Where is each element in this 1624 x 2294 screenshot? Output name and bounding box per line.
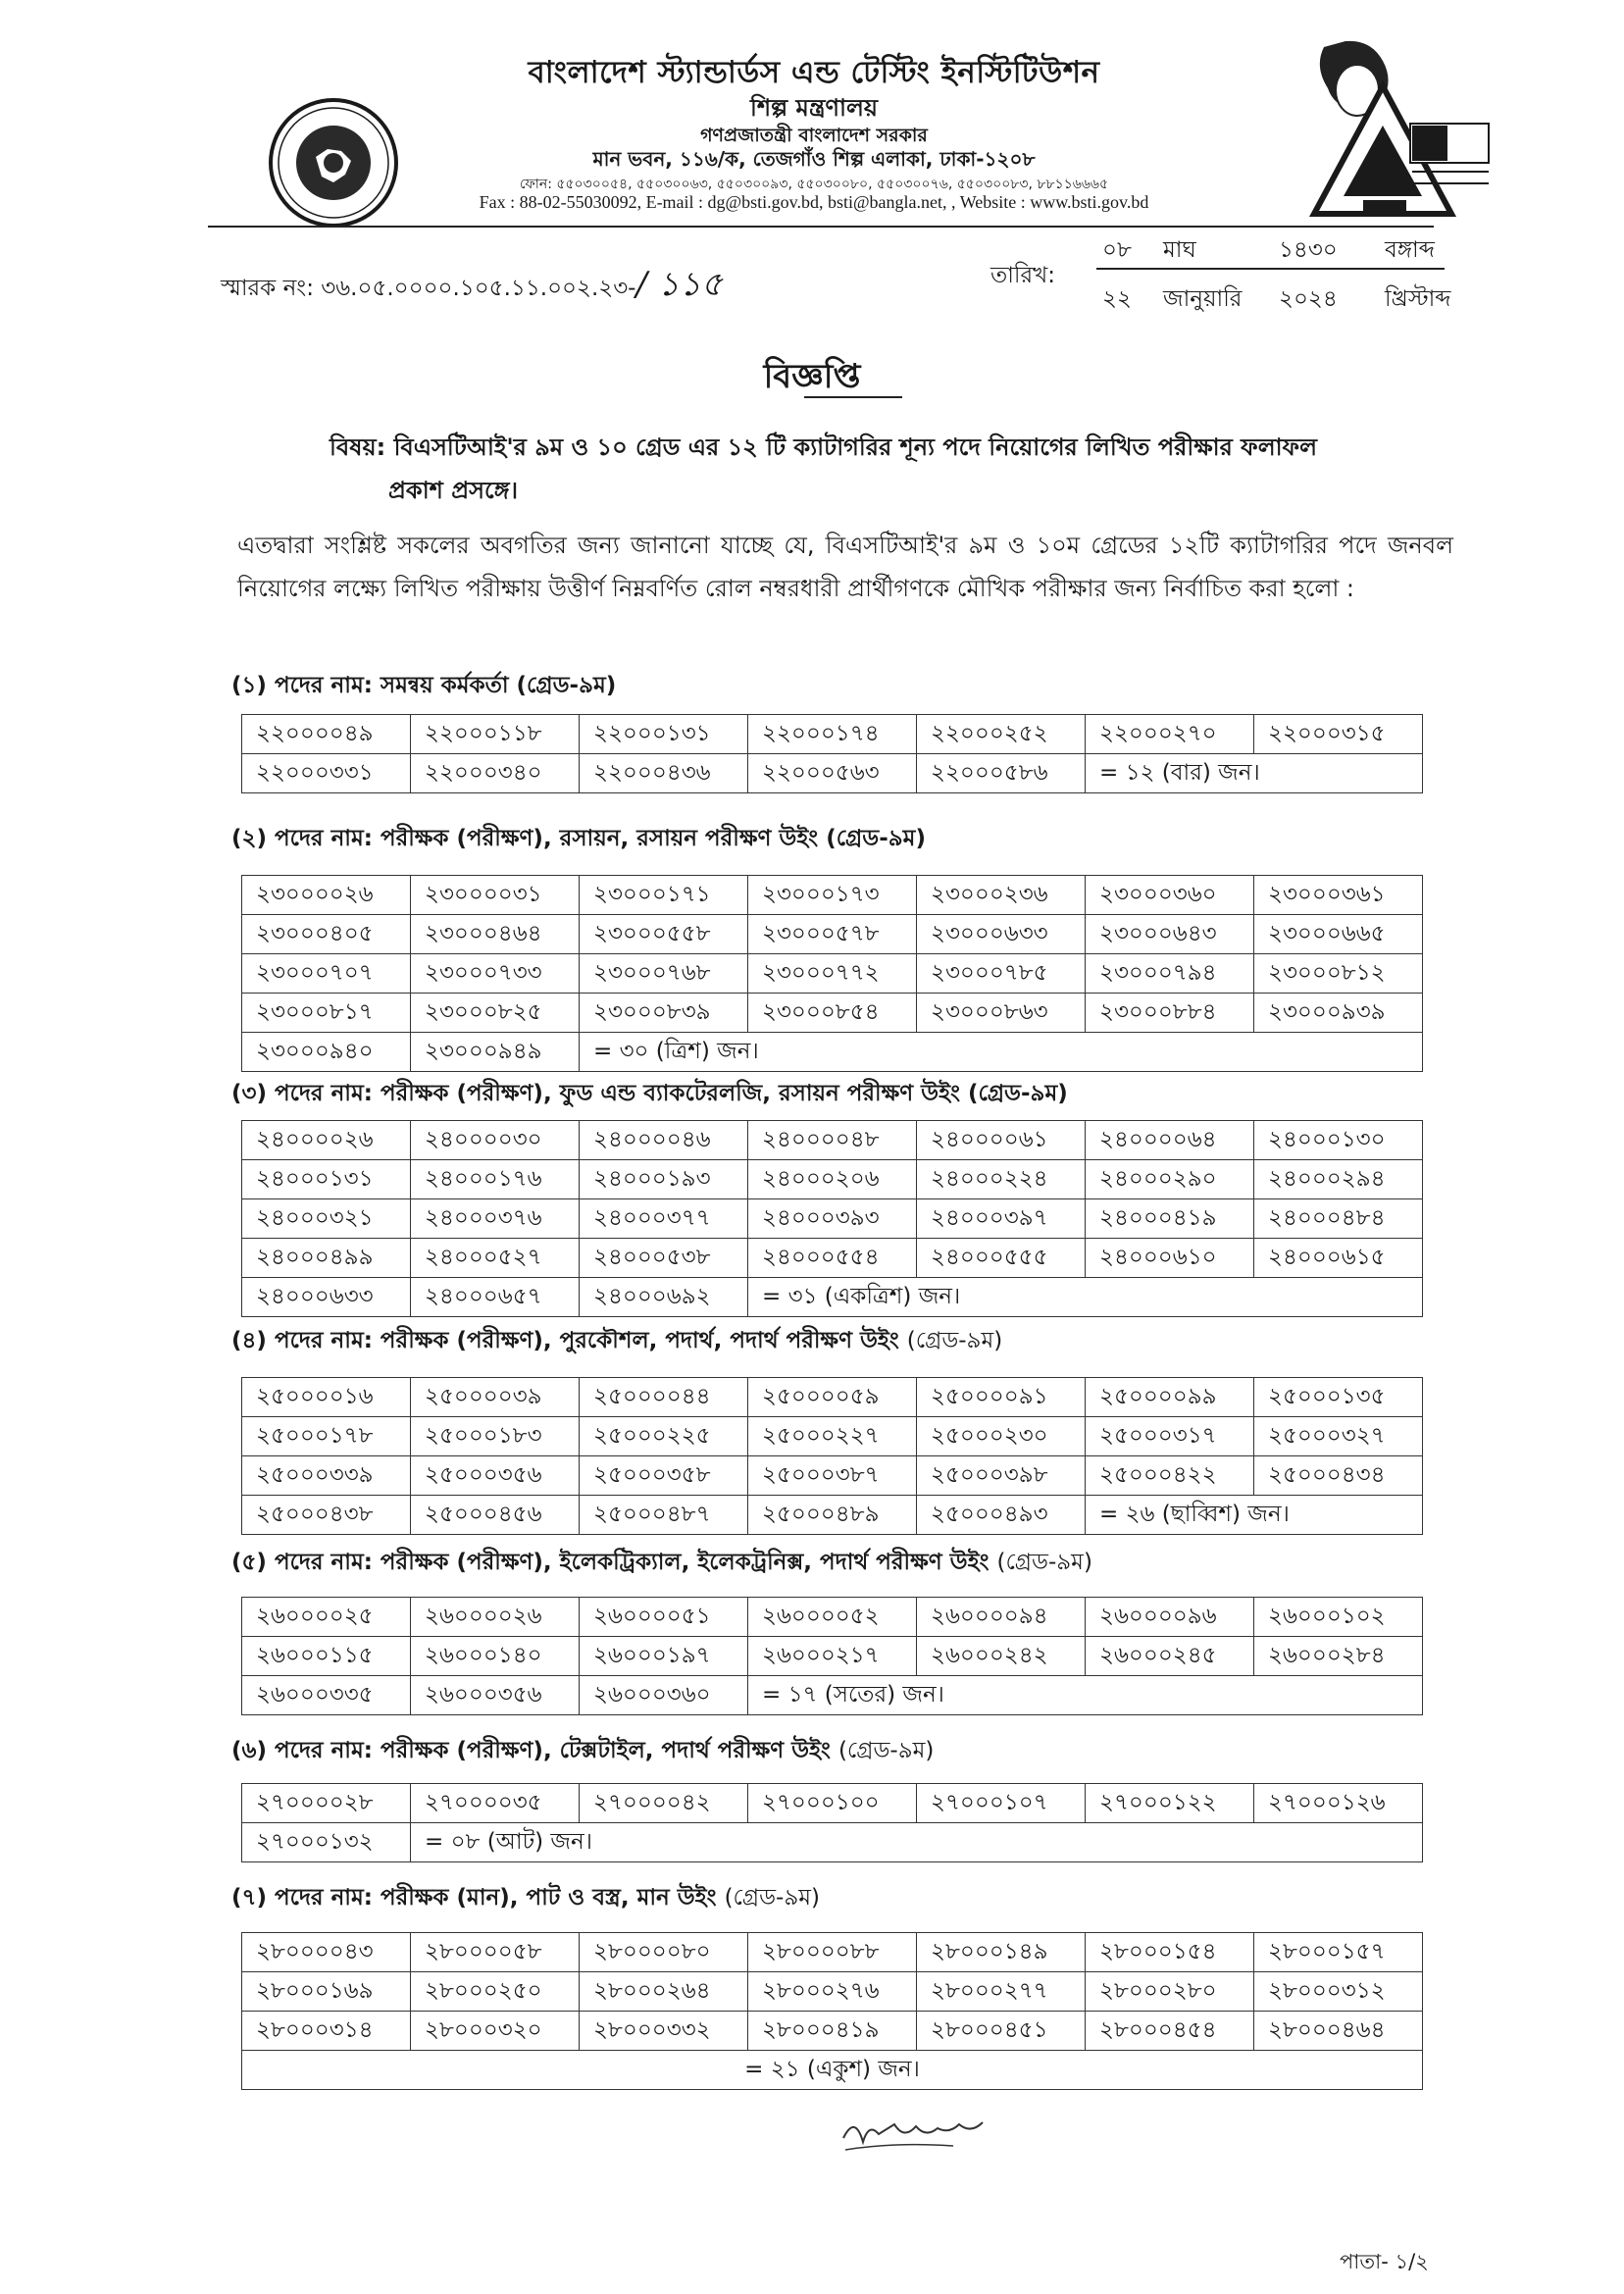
header-divider: [208, 226, 1434, 228]
roll-number-cell: ২৬০০০২৪৫: [1086, 1637, 1254, 1676]
table-row: [242, 954, 1423, 994]
date-bangla-day: ০৮: [1102, 237, 1132, 263]
roll-number-cell: ২৪০০০২০৬: [748, 1160, 917, 1199]
table-row: [242, 1598, 1423, 1637]
table-row: [242, 1637, 1423, 1676]
roll-number-cell: ২৫০০০২২৫: [580, 1417, 748, 1456]
roll-number-cell: ২৫০০০০৫৯: [748, 1378, 917, 1417]
roll-number-cell: ২৭০০০১০৭: [917, 1784, 1086, 1823]
roll-number-cell: ২৫০০০৩৩৯: [242, 1456, 411, 1496]
notice-title: বিজ্ঞপ্তি: [763, 357, 861, 396]
date-bangla: [1102, 231, 1435, 270]
fax-email-website: Fax : 88-02-55030092, E-mail : dg@bsti.gov.bd, bsti@bangla.net, , Website : www.bsti.gov.bd: [479, 192, 1149, 212]
total-count-cell: = ৩১ (একত্রিশ) জন।: [748, 1278, 1423, 1317]
section-heading-2: [231, 820, 926, 858]
table-row: [242, 876, 1423, 915]
roll-number-cell: ২৩০০০৮২৫: [411, 994, 580, 1033]
roll-number-cell: ২২০০০৫৬৩: [748, 754, 917, 793]
section-heading-1-text: (১) পদের নাম: সমন্বয় কর্মকর্তা (গ্রেড-৯ম): [231, 673, 617, 698]
bsti-mujib-logo-icon: [1294, 27, 1491, 224]
roll-number-cell: ২৪০০০৩৭৬: [411, 1199, 580, 1239]
total-count-cell: = ১২ (বার) জন।: [1086, 754, 1423, 793]
roll-number-cell: ২৬০০০০৯৬: [1086, 1598, 1254, 1637]
total-count-cell: = ১৭ (সতের) জন।: [748, 1676, 1423, 1715]
roll-table-5: [241, 1597, 1423, 1715]
roll-number-cell: ২৪০০০১৯৩: [580, 1160, 748, 1199]
roll-number-cell: ২৮০০০১৪৯: [917, 1933, 1086, 1972]
table-row: [242, 2012, 1423, 2051]
table-row: [242, 1033, 1423, 1072]
section-heading-4: [231, 1322, 1002, 1360]
date-bangla-year: ১৪৩০: [1279, 237, 1338, 263]
government-seal-icon: [267, 96, 400, 229]
roll-number-cell: ২৭০০০০৩৫: [411, 1784, 580, 1823]
roll-number-cell: ২৪০০০৫২৭: [411, 1239, 580, 1278]
roll-number-cell: ২৬০০০৩৫৬: [411, 1676, 580, 1715]
roll-number-cell: ২২০০০১৭৪: [748, 715, 917, 754]
memo-number-value: ৩৬.০৫.০০০০.১০৫.১১.০০২.২৩-: [321, 276, 636, 301]
roll-number-cell: ২৫০০০৪৩৪: [1254, 1456, 1423, 1496]
table-row: [242, 1199, 1423, 1239]
notice-title-underline: [804, 396, 902, 398]
roll-number-cell: ২৮০০০০৪৩: [242, 1933, 411, 1972]
roll-number-cell: ২৫০০০০৩৯: [411, 1378, 580, 1417]
roll-number-cell: ২৫০০০৪২২: [1086, 1456, 1254, 1496]
phone-numbers: ফোন: ৫৫০৩০০৫৪, ৫৫০৩০০৬৩, ৫৫০৩০০৯৩, ৫৫০৩০০৮০, ৫৫০৩০০৭৬, ৫৫০৩০০৮৩, ৮৮১১৬৬৬৫: [519, 177, 1109, 192]
memo-label: স্মারক নং:: [221, 276, 314, 301]
roll-number-cell: ২৫০০০৪৫৬: [411, 1496, 580, 1535]
roll-number-cell: ২৪০০০৩৯৭: [917, 1199, 1086, 1239]
date-english: [1102, 280, 1450, 319]
signature-icon: [836, 2105, 992, 2156]
roll-number-cell: ২৩০০০৮৬৩: [917, 994, 1086, 1033]
roll-number-cell: ২৩০০০৩৬০: [1086, 876, 1254, 915]
table-row: [242, 915, 1423, 954]
roll-table-3: [241, 1120, 1423, 1317]
roll-number-cell: ২৮০০০২৭৬: [748, 1972, 917, 2012]
roll-number-cell: ২৬০০০১০২: [1254, 1598, 1423, 1637]
roll-number-cell: ২২০০০২৭০: [1086, 715, 1254, 754]
roll-number-cell: ২৩০০০০৩১: [411, 876, 580, 915]
date-label: তারিখ:: [990, 263, 1056, 288]
roll-number-cell: ২৫০০০০৯১: [917, 1378, 1086, 1417]
roll-number-cell: ২৫০০০৩৯৮: [917, 1456, 1086, 1496]
roll-number-cell: ২৩০০০৯৪০: [242, 1033, 411, 1072]
ministry-name: শিল্প মন্ত্রণালয়: [749, 94, 879, 122]
roll-number-cell: ২৮০০০০৮৮: [748, 1933, 917, 1972]
roll-number-cell: ২৪০০০৬৯২: [580, 1278, 748, 1317]
roll-number-cell: ২৫০০০৪৯৩: [917, 1496, 1086, 1535]
date-bangla-era: বঙ্গাব্দ: [1385, 237, 1435, 263]
roll-number-cell: ২৪০০০৫৫৫: [917, 1239, 1086, 1278]
roll-number-cell: ২৬০০০২৮৪: [1254, 1637, 1423, 1676]
roll-number-cell: ২২০০০৩৪০: [411, 754, 580, 793]
roll-number-cell: ২৪০০০৫৫৪: [748, 1239, 917, 1278]
section-heading-5-grade: (গ্রেড-৯ম): [996, 1550, 1092, 1575]
roll-number-cell: ২২০০০০৪৯: [242, 715, 411, 754]
page-number: পাতা- ১/২: [1340, 2250, 1429, 2273]
roll-number-cell: ২৩০০০১৭১: [580, 876, 748, 915]
table-row: [242, 994, 1423, 1033]
roll-number-cell: ২৪০০০০৬৪: [1086, 1121, 1254, 1160]
roll-number-cell: ২২০০০৩১৫: [1254, 715, 1423, 754]
roll-number-cell: ২২০০০৩৩১: [242, 754, 411, 793]
roll-number-cell: ২৮০০০৩২০: [411, 2012, 580, 2051]
roll-number-cell: ২৫০০০০৯৯: [1086, 1378, 1254, 1417]
roll-number-cell: ২৬০০০৩৬০: [580, 1676, 748, 1715]
roll-number-cell: ২৩০০০৪০৫: [242, 915, 411, 954]
roll-number-cell: ২৮০০০৩৩২: [580, 2012, 748, 2051]
table-row: [242, 2051, 1423, 2090]
section-heading-2-text: (২) পদের নাম: পরীক্ষক (পরীক্ষণ), রসায়ন, রসায়ন পরীক্ষণ উইং (গ্রেড-৯ম): [231, 826, 926, 851]
roll-number-cell: ২৬০০০০২৬: [411, 1598, 580, 1637]
roll-number-cell: ২৩০০০৭৯৪: [1086, 954, 1254, 994]
roll-number-cell: ২৮০০০০৮০: [580, 1933, 748, 1972]
table-row: [242, 1496, 1423, 1535]
roll-number-cell: ২৬০০০১১৫: [242, 1637, 411, 1676]
roll-number-cell: ২৩০০০৮১৭: [242, 994, 411, 1033]
subject-text: বিএসটিআই'র ৯ম ও ১০ গ্রেড এর ১২ টি ক্যাটাগরির শূন্য পদে নিয়োগের লিখিত পরীক্ষার ফলাফল: [393, 433, 1317, 461]
roll-number-cell: ২৪০০০০৩০: [411, 1121, 580, 1160]
table-row: [242, 1676, 1423, 1715]
date-english-day: ২২: [1102, 286, 1132, 312]
roll-number-cell: ২৭০০০১২২: [1086, 1784, 1254, 1823]
roll-number-cell: ২৩০০০০২৬: [242, 876, 411, 915]
roll-number-cell: ২৩০০০৮৩৯: [580, 994, 748, 1033]
roll-number-cell: ২৮০০০১৬৯: [242, 1972, 411, 2012]
section-heading-5-text: (৫) পদের নাম: পরীক্ষক (পরীক্ষণ), ইলেকট্রিক্যাল, ইলেকট্রনিক্স, পদার্থ পরীক্ষণ উইং: [231, 1550, 990, 1575]
total-count-cell: = ৩০ (ত্রিশ) জন।: [580, 1033, 1423, 1072]
roll-number-cell: ২৪০০০১৩১: [242, 1160, 411, 1199]
roll-number-cell: ২৪০০০৩২১: [242, 1199, 411, 1239]
roll-number-cell: ২৪০০০০৬১: [917, 1121, 1086, 1160]
roll-number-cell: ২৩০০০৭৩৩: [411, 954, 580, 994]
roll-number-cell: ২৮০০০৪৫৪: [1086, 2012, 1254, 2051]
section-heading-5: [231, 1544, 1092, 1582]
roll-number-cell: ২৩০০০৬৩৩: [917, 915, 1086, 954]
roll-number-cell: ২৪০০০৫৩৮: [580, 1239, 748, 1278]
roll-number-cell: ২৭০০০১০০: [748, 1784, 917, 1823]
roll-number-cell: ২৬০০০০২৫: [242, 1598, 411, 1637]
roll-number-cell: ২৮০০০৩১২: [1254, 1972, 1423, 2012]
section-heading-6-grade: (গ্রেড-৯ম): [837, 1738, 935, 1763]
roll-number-cell: ২৬০০০১৯৭: [580, 1637, 748, 1676]
table-row: [242, 1121, 1423, 1160]
roll-number-cell: ২৪০০০২৯৪: [1254, 1160, 1423, 1199]
roll-number-cell: ২৩০০০৫৭৮: [748, 915, 917, 954]
roll-number-cell: ২৫০০০২৩০: [917, 1417, 1086, 1456]
section-heading-7-grade: (গ্রেড-৯ম): [724, 1885, 821, 1911]
roll-number-cell: ২৪০০০২৯০: [1086, 1160, 1254, 1199]
roll-number-cell: ২৮০০০৩১৪: [242, 2012, 411, 2051]
roll-number-cell: ২৪০০০৬১০: [1086, 1239, 1254, 1278]
table-row: [242, 1784, 1423, 1823]
section-heading-3-text: (৩) পদের নাম: পরীক্ষক (পরীক্ষণ), ফুড এন্ড ব্যাকটেরলজি, রসায়ন পরীক্ষণ উইং (গ্রেড-৯ম): [231, 1081, 1068, 1106]
roll-number-cell: ২২০০০১১৮: [411, 715, 580, 754]
roll-number-cell: ২৪০০০৪৯৯: [242, 1239, 411, 1278]
total-count-cell: = ২৬ (ছাব্বিশ) জন।: [1086, 1496, 1423, 1535]
subject-text-continued: প্রকাশ প্রসঙ্গে।: [388, 477, 519, 504]
roll-number-cell: ২৮০০০১৫৭: [1254, 1933, 1423, 1972]
roll-number-cell: ২৬০০০২১৭: [748, 1637, 917, 1676]
roll-number-cell: ২৪০০০৪৮৪: [1254, 1199, 1423, 1239]
roll-number-cell: ২৩০০০৩৬১: [1254, 876, 1423, 915]
roll-number-cell: ২৫০০০১৩৫: [1254, 1378, 1423, 1417]
roll-table-2: [241, 875, 1423, 1072]
subject-label: বিষয়:: [330, 433, 386, 461]
section-heading-1: [231, 667, 616, 705]
roll-number-cell: ২৫০০০০৪৪: [580, 1378, 748, 1417]
roll-number-cell: ২৭০০০০৪২: [580, 1784, 748, 1823]
roll-number-cell: ২৬০০০০৫১: [580, 1598, 748, 1637]
roll-number-cell: ২৭০০০১৩২: [242, 1823, 411, 1862]
roll-number-cell: ২৪০০০০৪৬: [580, 1121, 748, 1160]
roll-number-cell: ২৬০০০১৪০: [411, 1637, 580, 1676]
roll-number-cell: ২৭০০০০২৮: [242, 1784, 411, 1823]
memo-number: [221, 259, 723, 315]
roll-table-1: [241, 714, 1423, 793]
roll-number-cell: ২৮০০০৪১৯: [748, 2012, 917, 2051]
date-english-month: জানুয়ারি: [1163, 286, 1243, 312]
roll-number-cell: ২৩০০০৭৮৫: [917, 954, 1086, 994]
section-heading-4-text: (৪) পদের নাম: পরীক্ষক (পরীক্ষণ), পুরকৌশল, পদার্থ, পদার্থ পরীক্ষণ উইং: [231, 1328, 899, 1353]
table-row: [242, 1160, 1423, 1199]
section-heading-6-text: (৬) পদের নাম: পরীক্ষক (পরীক্ষণ), টেক্সটাইল, পদার্থ পরীক্ষণ উইং: [231, 1738, 831, 1763]
roll-table-6: [241, 1783, 1423, 1862]
roll-number-cell: ২৩০০০৮৮৪: [1086, 994, 1254, 1033]
roll-number-cell: ২৫০০০২২৭: [748, 1417, 917, 1456]
roll-number-cell: ২৩০০০৭৭২: [748, 954, 917, 994]
roll-number-cell: ২৩০০০৭০৭: [242, 954, 411, 994]
office-address: মান ভবন, ১১৬/ক, তেজগাঁও শিল্প এলাকা, ঢাকা-১২০৮: [592, 147, 1036, 171]
roll-number-cell: ২৩০০০৬৪৩: [1086, 915, 1254, 954]
section-heading-4-grade: (গ্রেড-৯ম): [906, 1328, 1003, 1353]
roll-number-cell: ২৩০০০১৭৩: [748, 876, 917, 915]
roll-number-cell: ২৮০০০২৫০: [411, 1972, 580, 2012]
roll-number-cell: ২৪০০০১৭৬: [411, 1160, 580, 1199]
roll-number-cell: ২২০০০২৫২: [917, 715, 1086, 754]
memo-serial: / ১১৫: [635, 265, 723, 304]
roll-number-cell: ২৫০০০৩৫৬: [411, 1456, 580, 1496]
roll-number-cell: ২৭০০০১২৬: [1254, 1784, 1423, 1823]
roll-number-cell: ২৩০০০৪৬৪: [411, 915, 580, 954]
organization-name: বাংলাদেশ স্ট্যান্ডার্ডস এন্ড টেস্টিং ইনস্টিটিউশন: [528, 55, 1100, 90]
roll-number-cell: ২৪০০০৬১৫: [1254, 1239, 1423, 1278]
roll-number-cell: ২৫০০০৩৮৭: [748, 1456, 917, 1496]
total-count-cell: = ২১ (একুশ) জন।: [242, 2051, 1423, 2090]
roll-table-7: [241, 1932, 1423, 2090]
roll-number-cell: ২৫০০০৪৮৭: [580, 1496, 748, 1535]
roll-number-cell: ২২০০০৪৩৬: [580, 754, 748, 793]
roll-number-cell: ২৫০০০৩২৭: [1254, 1417, 1423, 1456]
roll-number-cell: ২৫০০০৪৮৯: [748, 1496, 917, 1535]
roll-number-cell: ২৩০০০২৩৬: [917, 876, 1086, 915]
roll-number-cell: ২৬০০০০৯৪: [917, 1598, 1086, 1637]
roll-number-cell: ২৮০০০২৬৪: [580, 1972, 748, 2012]
roll-number-cell: ২৩০০০৬৬৫: [1254, 915, 1423, 954]
table-row: [242, 1933, 1423, 1972]
table-row: [242, 1239, 1423, 1278]
roll-number-cell: ২৫০০০০১৬: [242, 1378, 411, 1417]
government-name: গণপ্রজাতন্ত্রী বাংলাদেশ সরকার: [700, 125, 928, 146]
table-row: [242, 1278, 1423, 1317]
roll-number-cell: ২৪০০০৬৩৩: [242, 1278, 411, 1317]
subject: [330, 426, 1457, 512]
roll-number-cell: ২৮০০০১৫৪: [1086, 1933, 1254, 1972]
roll-number-cell: ২৫০০০৩১৭: [1086, 1417, 1254, 1456]
roll-number-cell: ২৫০০০৩৫৮: [580, 1456, 748, 1496]
date-bangla-month: মাঘ: [1163, 237, 1196, 263]
roll-number-cell: ২৪০০০০২৬: [242, 1121, 411, 1160]
roll-number-cell: ২৮০০০০৫৮: [411, 1933, 580, 1972]
roll-number-cell: ২৫০০০৪৩৮: [242, 1496, 411, 1535]
table-row: [242, 1823, 1423, 1862]
section-heading-3: [231, 1075, 1068, 1113]
roll-number-cell: ২৮০০০২৭৭: [917, 1972, 1086, 2012]
roll-number-cell: ২৬০০০৩৩৫: [242, 1676, 411, 1715]
table-row: [242, 754, 1423, 793]
section-heading-7: [231, 1879, 820, 1917]
table-row: [242, 1456, 1423, 1496]
table-row: [242, 1972, 1423, 2012]
section-heading-7-text: (৭) পদের নাম: পরীক্ষক (মান), পাট ও বস্ত্র, মান উইং: [231, 1885, 717, 1911]
date-english-year: ২০২৪: [1279, 286, 1338, 312]
roll-number-cell: ২৩০০০৭৬৮: [580, 954, 748, 994]
body-paragraph: এতদ্বারা সংশ্লিষ্ট সকলের অবগতির জন্য জানানো যাচ্ছে যে, বিএসটিআই'র ৯ম ও ১০ম গ্রেডের ১২টি ক্যাটাগরির পদে জনবল নিয়োগের লক্ষ্যে লিখিত পরীক্ষায় উত্তীর্ণ নিম্নবর্ণিত রোল নম্বরধারী প্রার্থীগণকে মৌখিক পরীক্ষার জন্য নির্বাচিত করা হলো :: [237, 532, 1453, 602]
roll-number-cell: ২৬০০০২৪২: [917, 1637, 1086, 1676]
roll-number-cell: ২৩০০০৯৩৯: [1254, 994, 1423, 1033]
roll-number-cell: ২৪০০০২২৪: [917, 1160, 1086, 1199]
section-heading-6: [231, 1732, 934, 1770]
roll-number-cell: ২৩০০০৯৪৯: [411, 1033, 580, 1072]
roll-number-cell: ২৪০০০৪১৯: [1086, 1199, 1254, 1239]
roll-number-cell: ২৩০০০৮৫৪: [748, 994, 917, 1033]
total-count-cell: = ০৮ (আট) জন।: [411, 1823, 1423, 1862]
date-english-era: খ্রিস্টাব্দ: [1385, 286, 1451, 312]
roll-table-4: [241, 1377, 1423, 1535]
roll-number-cell: ২৫০০০১৮৩: [411, 1417, 580, 1456]
roll-number-cell: ২৪০০০৩৭৭: [580, 1199, 748, 1239]
date-divider: [1096, 268, 1445, 270]
letterhead: [0, 0, 1624, 245]
roll-number-cell: ২৬০০০০৫২: [748, 1598, 917, 1637]
roll-number-cell: ২৫০০০১৭৮: [242, 1417, 411, 1456]
roll-number-cell: ২৩০০০৮১২: [1254, 954, 1423, 994]
roll-number-cell: ২৪০০০০৪৮: [748, 1121, 917, 1160]
roll-number-cell: ২২০০০১৩১: [580, 715, 748, 754]
roll-number-cell: ২২০০০৫৮৬: [917, 754, 1086, 793]
roll-number-cell: ২৮০০০৪৫১: [917, 2012, 1086, 2051]
table-row: [242, 1417, 1423, 1456]
roll-number-cell: ২৩০০০৫৫৮: [580, 915, 748, 954]
roll-number-cell: ২৪০০০১৩০: [1254, 1121, 1423, 1160]
roll-number-cell: ২৪০০০৬৫৭: [411, 1278, 580, 1317]
table-row: [242, 1378, 1423, 1417]
table-row: [242, 715, 1423, 754]
roll-number-cell: ২৮০০০৪৬৪: [1254, 2012, 1423, 2051]
roll-number-cell: ২৪০০০৩৯৩: [748, 1199, 917, 1239]
roll-number-cell: ২৮০০০২৮০: [1086, 1972, 1254, 2012]
